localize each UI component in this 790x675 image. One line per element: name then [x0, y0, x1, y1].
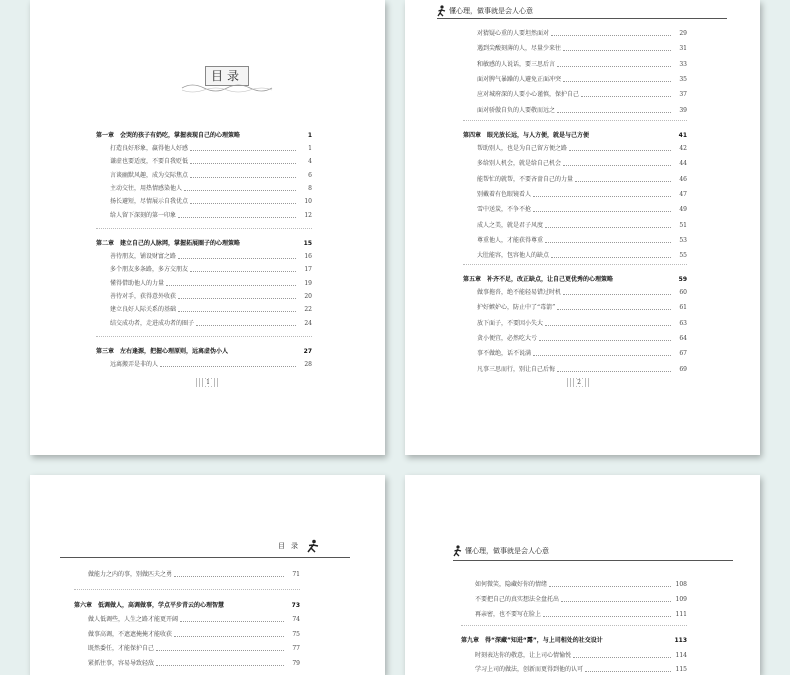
page-number: 2 — [567, 378, 591, 387]
page-ref: 12 — [304, 211, 312, 219]
toc-entry — [477, 248, 687, 260]
dot-leader — [551, 35, 671, 36]
entry-title: 面对脾气暴躁的人避免正面冲突 — [477, 75, 562, 83]
book-header-text: 懂心理，做事就是会人心意 — [449, 7, 533, 15]
ornament-icon — [180, 82, 274, 94]
entry-title: 帮助别人，也是为自己留方便之路 — [477, 145, 568, 152]
running-figure-icon — [453, 545, 462, 557]
entry-title: 遇到尖酸刻薄的人，尽量少来往 — [477, 45, 562, 53]
page-ref: 47 — [679, 190, 687, 198]
chapter-title — [96, 240, 240, 248]
entry-title: 不要把自己的真实想法全盘托出 — [475, 596, 560, 603]
page-ref: 19 — [304, 279, 312, 287]
entry-title: 紧抓往事，容易导致轻敌 — [88, 659, 155, 667]
page-ref: 28 — [304, 361, 312, 368]
book-header-text: 懂心理，做事就是会人心意 — [465, 547, 549, 555]
dot-leader — [178, 217, 296, 218]
page-ref: 10 — [304, 198, 312, 206]
dot-leader — [156, 665, 284, 666]
toc-entry — [110, 208, 312, 220]
toc-entry — [477, 41, 687, 53]
chapter-number: 第三章 — [96, 348, 115, 355]
dot-leader — [563, 165, 671, 166]
toc-page-4 — [405, 475, 760, 675]
dot-leader — [174, 636, 284, 637]
toc-page-1 — [30, 0, 385, 455]
chapter-title-text: 建立自己的人脉网，掌握拓展圈子的心理策略 — [120, 240, 241, 247]
entry-title: 放下面子，不要因小失大 — [477, 319, 544, 327]
page-ref: 60 — [679, 289, 687, 296]
dot-leader — [190, 163, 296, 164]
entry-title: 打造良好形象，赢得他人好感 — [110, 145, 189, 152]
toc-entry — [477, 26, 687, 38]
toc-entry — [110, 249, 312, 261]
entry-title: 和敏感的人说话，要三思后言 — [477, 60, 556, 68]
chapter-heading — [463, 128, 687, 140]
toc-entry — [88, 627, 300, 639]
toc-entry — [110, 357, 312, 369]
page-header — [278, 539, 319, 553]
dot-leader — [533, 211, 671, 212]
entry-title: 应对城府深的人要小心谨慎，保护自己 — [477, 91, 580, 99]
page-ref: 67 — [679, 350, 687, 358]
dot-leader — [545, 227, 671, 228]
toc-entry — [477, 316, 687, 328]
dot-leader — [190, 203, 296, 204]
page-ref: 77 — [292, 645, 300, 652]
page-ref: 41 — [678, 132, 687, 139]
header-rule — [453, 560, 733, 561]
page-ref: 55 — [679, 252, 687, 260]
entry-title: 善待对手，获得意外收获 — [110, 292, 177, 300]
chapter-heading — [96, 128, 312, 140]
chapter-title-text: 眼光放长远，与人方便，就是与己方便 — [487, 132, 590, 139]
toc-entry — [110, 276, 312, 288]
entry-title: 时刻表达你的敬意，让上司心情愉悦 — [475, 651, 572, 659]
header-rule — [60, 557, 350, 558]
chapter-heading — [74, 598, 300, 610]
entry-title: 做人低调些，人生之路才能更开阔 — [88, 616, 179, 623]
page-ref: 17 — [304, 266, 312, 274]
section-divider — [461, 625, 687, 626]
toc-entry — [477, 103, 687, 115]
toc-entry — [477, 202, 687, 214]
toc-entry — [110, 194, 312, 206]
dot-leader — [178, 311, 296, 312]
entry-title: 扬长避短，尽情展示自我优点 — [110, 198, 189, 206]
dot-leader — [557, 66, 671, 67]
page-ref: 113 — [674, 637, 687, 644]
toc-entry — [110, 289, 312, 301]
page-ref: 33 — [679, 60, 687, 68]
entry-title: 多给别人机会，就是给自己机会 — [477, 160, 562, 168]
toc-entry — [475, 662, 687, 674]
section-divider — [96, 336, 312, 337]
page-ref: 6 — [308, 171, 312, 179]
toc-entry — [475, 577, 687, 589]
book-header — [437, 5, 533, 17]
chapter-number: 第五章 — [463, 276, 482, 283]
dot-leader — [160, 366, 296, 367]
dot-leader — [551, 257, 671, 258]
chapter-title-text: 低调做人，高调做事，学点平步青云的心理智慧 — [98, 602, 225, 609]
header-rule — [437, 18, 727, 19]
page-ref: 42 — [679, 145, 687, 152]
page-header-text: 目录 — [278, 542, 304, 550]
page-ref: 61 — [679, 304, 687, 312]
dot-leader — [166, 285, 296, 286]
chapter-number: 第一章 — [96, 132, 115, 139]
chapter-title — [96, 348, 228, 356]
entry-title: 对猜疑心重的人要坦然面对 — [477, 30, 550, 37]
section-divider — [96, 228, 312, 229]
entry-title: 贪小便宜，必然吃大亏 — [477, 334, 538, 342]
chapter-title — [463, 132, 589, 140]
entry-title: 远离搬弄是非的人 — [110, 361, 159, 368]
dot-leader — [178, 298, 296, 299]
page-ref: 16 — [304, 253, 312, 260]
toc-entry — [88, 567, 300, 579]
toc-entry — [110, 316, 312, 328]
chapter-heading — [96, 236, 312, 248]
entry-title: 再亲密，也不要写在脸上 — [475, 611, 542, 618]
entry-title: 面对骄傲自负的人要敬而远之 — [477, 106, 556, 114]
page-ref: 15 — [303, 240, 312, 247]
toc-entry — [477, 362, 687, 374]
dot-leader — [539, 340, 671, 341]
toc-entry — [477, 57, 687, 69]
entry-title: 如何微笑，隐藏好你的情绪 — [475, 581, 548, 588]
dot-leader — [190, 177, 296, 178]
toc-entry — [477, 218, 687, 230]
dot-leader — [156, 650, 284, 651]
dot-leader — [174, 576, 284, 577]
page-ref: 37 — [679, 91, 687, 99]
dot-leader — [178, 258, 296, 259]
chapter-title-text: 会哭的孩子有奶吃，掌握表现自己的心理策略 — [120, 132, 241, 139]
chapter-heading — [461, 633, 687, 645]
toc-entry — [110, 154, 312, 166]
entry-title: 给人留下深刻的第一印象 — [110, 211, 177, 219]
entry-title: 雪中送炭，不争不抢 — [477, 206, 532, 214]
dot-leader — [575, 181, 671, 182]
toc-entry — [477, 72, 687, 84]
page-ref: 51 — [679, 221, 687, 229]
page-ref: 115 — [675, 666, 687, 673]
toc-entry — [110, 181, 312, 193]
dot-leader — [180, 621, 284, 622]
page-ref: 44 — [679, 160, 687, 168]
toc-entry — [110, 141, 312, 153]
chapter-title-text: 补齐不足，改正缺点，让自己更优秀的心理策略 — [487, 276, 614, 283]
page-ref: 59 — [678, 276, 687, 283]
toc-entry — [477, 331, 687, 343]
toc-entry — [110, 262, 312, 274]
toc-entry — [110, 168, 312, 180]
page-ref: 109 — [675, 596, 687, 603]
page-ref: 8 — [308, 184, 312, 192]
toc-page-2 — [405, 0, 760, 455]
page-ref: 29 — [679, 30, 687, 37]
page-ref: 73 — [291, 602, 300, 609]
dot-leader — [190, 150, 296, 151]
entry-title: 主动交往，用热情感染他人 — [110, 184, 183, 192]
toc-entry — [477, 87, 687, 99]
chapter-number: 第二章 — [96, 240, 115, 247]
dot-leader — [569, 150, 671, 151]
toc-entry — [477, 300, 687, 312]
toc-entry — [477, 233, 687, 245]
dot-leader — [563, 81, 671, 82]
toc-entry — [88, 641, 300, 653]
page-ref: 108 — [675, 581, 687, 588]
chapter-heading — [463, 272, 687, 284]
toc-entry — [475, 592, 687, 604]
chapter-title — [461, 637, 603, 645]
page-ref: 1 — [308, 145, 312, 152]
entry-title: 做事拖沓，绝不能轻易错过时机 — [477, 289, 562, 296]
page-ref: 64 — [679, 334, 687, 342]
dot-leader — [563, 50, 671, 51]
dot-leader — [561, 601, 671, 602]
page-ref: 75 — [292, 630, 300, 638]
page-ref: 69 — [679, 365, 687, 373]
page-ref: 53 — [679, 236, 687, 244]
page-ref: 63 — [679, 319, 687, 327]
page-ref: 46 — [679, 175, 687, 183]
chapter-title — [463, 276, 613, 284]
entry-title: 善待朋友，铺设财富之路 — [110, 253, 177, 260]
section-divider — [463, 264, 687, 265]
page-ref: 111 — [675, 611, 687, 618]
dot-leader — [196, 325, 296, 326]
book-header — [453, 545, 549, 557]
toc-page-3 — [30, 475, 385, 675]
page-ref: 20 — [304, 292, 312, 300]
dot-leader — [184, 190, 296, 191]
page-ref: 79 — [292, 659, 300, 667]
dot-leader — [533, 355, 671, 356]
toc-entry — [88, 612, 300, 624]
toc-entry — [477, 346, 687, 358]
dot-leader — [557, 371, 671, 372]
chapter-title — [96, 132, 240, 140]
chapter-title-text: 得“深藏”知进“露”，与上司相处的社交设计 — [485, 637, 603, 644]
page-ref: 74 — [292, 616, 300, 623]
toc-entry — [475, 648, 687, 660]
page-ref: 35 — [679, 75, 687, 83]
dot-leader — [585, 671, 671, 672]
toc-entry — [477, 141, 687, 153]
dot-leader — [533, 196, 671, 197]
toc-entry — [475, 607, 687, 619]
entry-title: 别戴着有色眼镜看人 — [477, 190, 532, 198]
entry-title: 多个朋友多条路，多方交朋友 — [110, 266, 189, 274]
page-ref: 1 — [307, 132, 312, 139]
entry-title: 结交成功者，走进成功者的圈子 — [110, 319, 195, 327]
entry-title: 尊重他人，才能获得尊重 — [477, 236, 544, 244]
section-divider — [74, 589, 300, 590]
chapter-title-text: 左右逢源，把握心理原则，远离虚伪小人 — [120, 348, 229, 355]
dot-leader — [543, 616, 671, 617]
entry-title: 事不做绝，话不说满 — [477, 350, 532, 358]
entry-title: 能帮忙的就帮，不要吝啬自己的力量 — [477, 175, 574, 183]
page-ref: 27 — [303, 348, 312, 355]
entry-title: 学习上司的做法，创新而更得到他的认可 — [475, 666, 584, 673]
toc-entry — [477, 187, 687, 199]
page-ref: 49 — [679, 206, 687, 214]
chapter-title — [74, 602, 224, 610]
toc-entry — [477, 156, 687, 168]
dot-leader — [190, 271, 296, 272]
page-ref: 114 — [675, 651, 687, 659]
entry-title: 谦虚也要适度，不要自我贬低 — [110, 158, 189, 166]
entry-title: 大肚能容，包容他人的缺点 — [477, 252, 550, 260]
page-ref: 24 — [304, 319, 312, 327]
chapter-number: 第四章 — [463, 132, 482, 139]
chapter-number: 第六章 — [74, 602, 93, 609]
page-ref: 71 — [292, 571, 300, 578]
dot-leader — [545, 242, 671, 243]
page-ref: 39 — [679, 106, 687, 114]
dot-leader — [563, 294, 671, 295]
dot-leader — [545, 325, 671, 326]
dot-leader — [573, 657, 671, 658]
entry-title: 建立良好人际关系的基础 — [110, 306, 177, 314]
entry-title: 言谈幽默风趣，成为交际焦点 — [110, 171, 189, 179]
chapter-heading — [96, 344, 312, 356]
entry-title: 做事高调，不遮遮掩掩才能收获 — [88, 630, 173, 638]
running-figure-icon — [307, 539, 319, 553]
toc-entry — [110, 302, 312, 314]
entry-title: 既然委任，才能保护自己 — [88, 645, 155, 652]
dot-leader — [557, 112, 671, 113]
entry-title: 凡事三思而行，别让自己后悔 — [477, 365, 556, 373]
chapter-number: 第九章 — [461, 637, 480, 644]
entry-title: 做能力之内的事，别做匹夫之勇 — [88, 571, 173, 578]
page-ref: 22 — [304, 306, 312, 314]
toc-entry — [88, 656, 300, 668]
entry-title: 成人之美，就是君子风度 — [477, 221, 544, 229]
dot-leader — [549, 586, 671, 587]
page-number: 1 — [196, 378, 220, 387]
page-ref: 4 — [308, 158, 312, 166]
page-ref: 31 — [679, 45, 687, 53]
section-divider — [463, 120, 687, 121]
toc-entry — [477, 285, 687, 297]
entry-title: 护好嫉妒心，防止中了“毒箭” — [477, 304, 556, 312]
toc-entry — [477, 172, 687, 184]
entry-title: 懂得借助他人的力量 — [110, 279, 165, 287]
dot-leader — [581, 96, 671, 97]
dot-leader — [557, 309, 671, 310]
toc-title: 目录 — [205, 66, 249, 86]
running-figure-icon — [437, 5, 446, 17]
